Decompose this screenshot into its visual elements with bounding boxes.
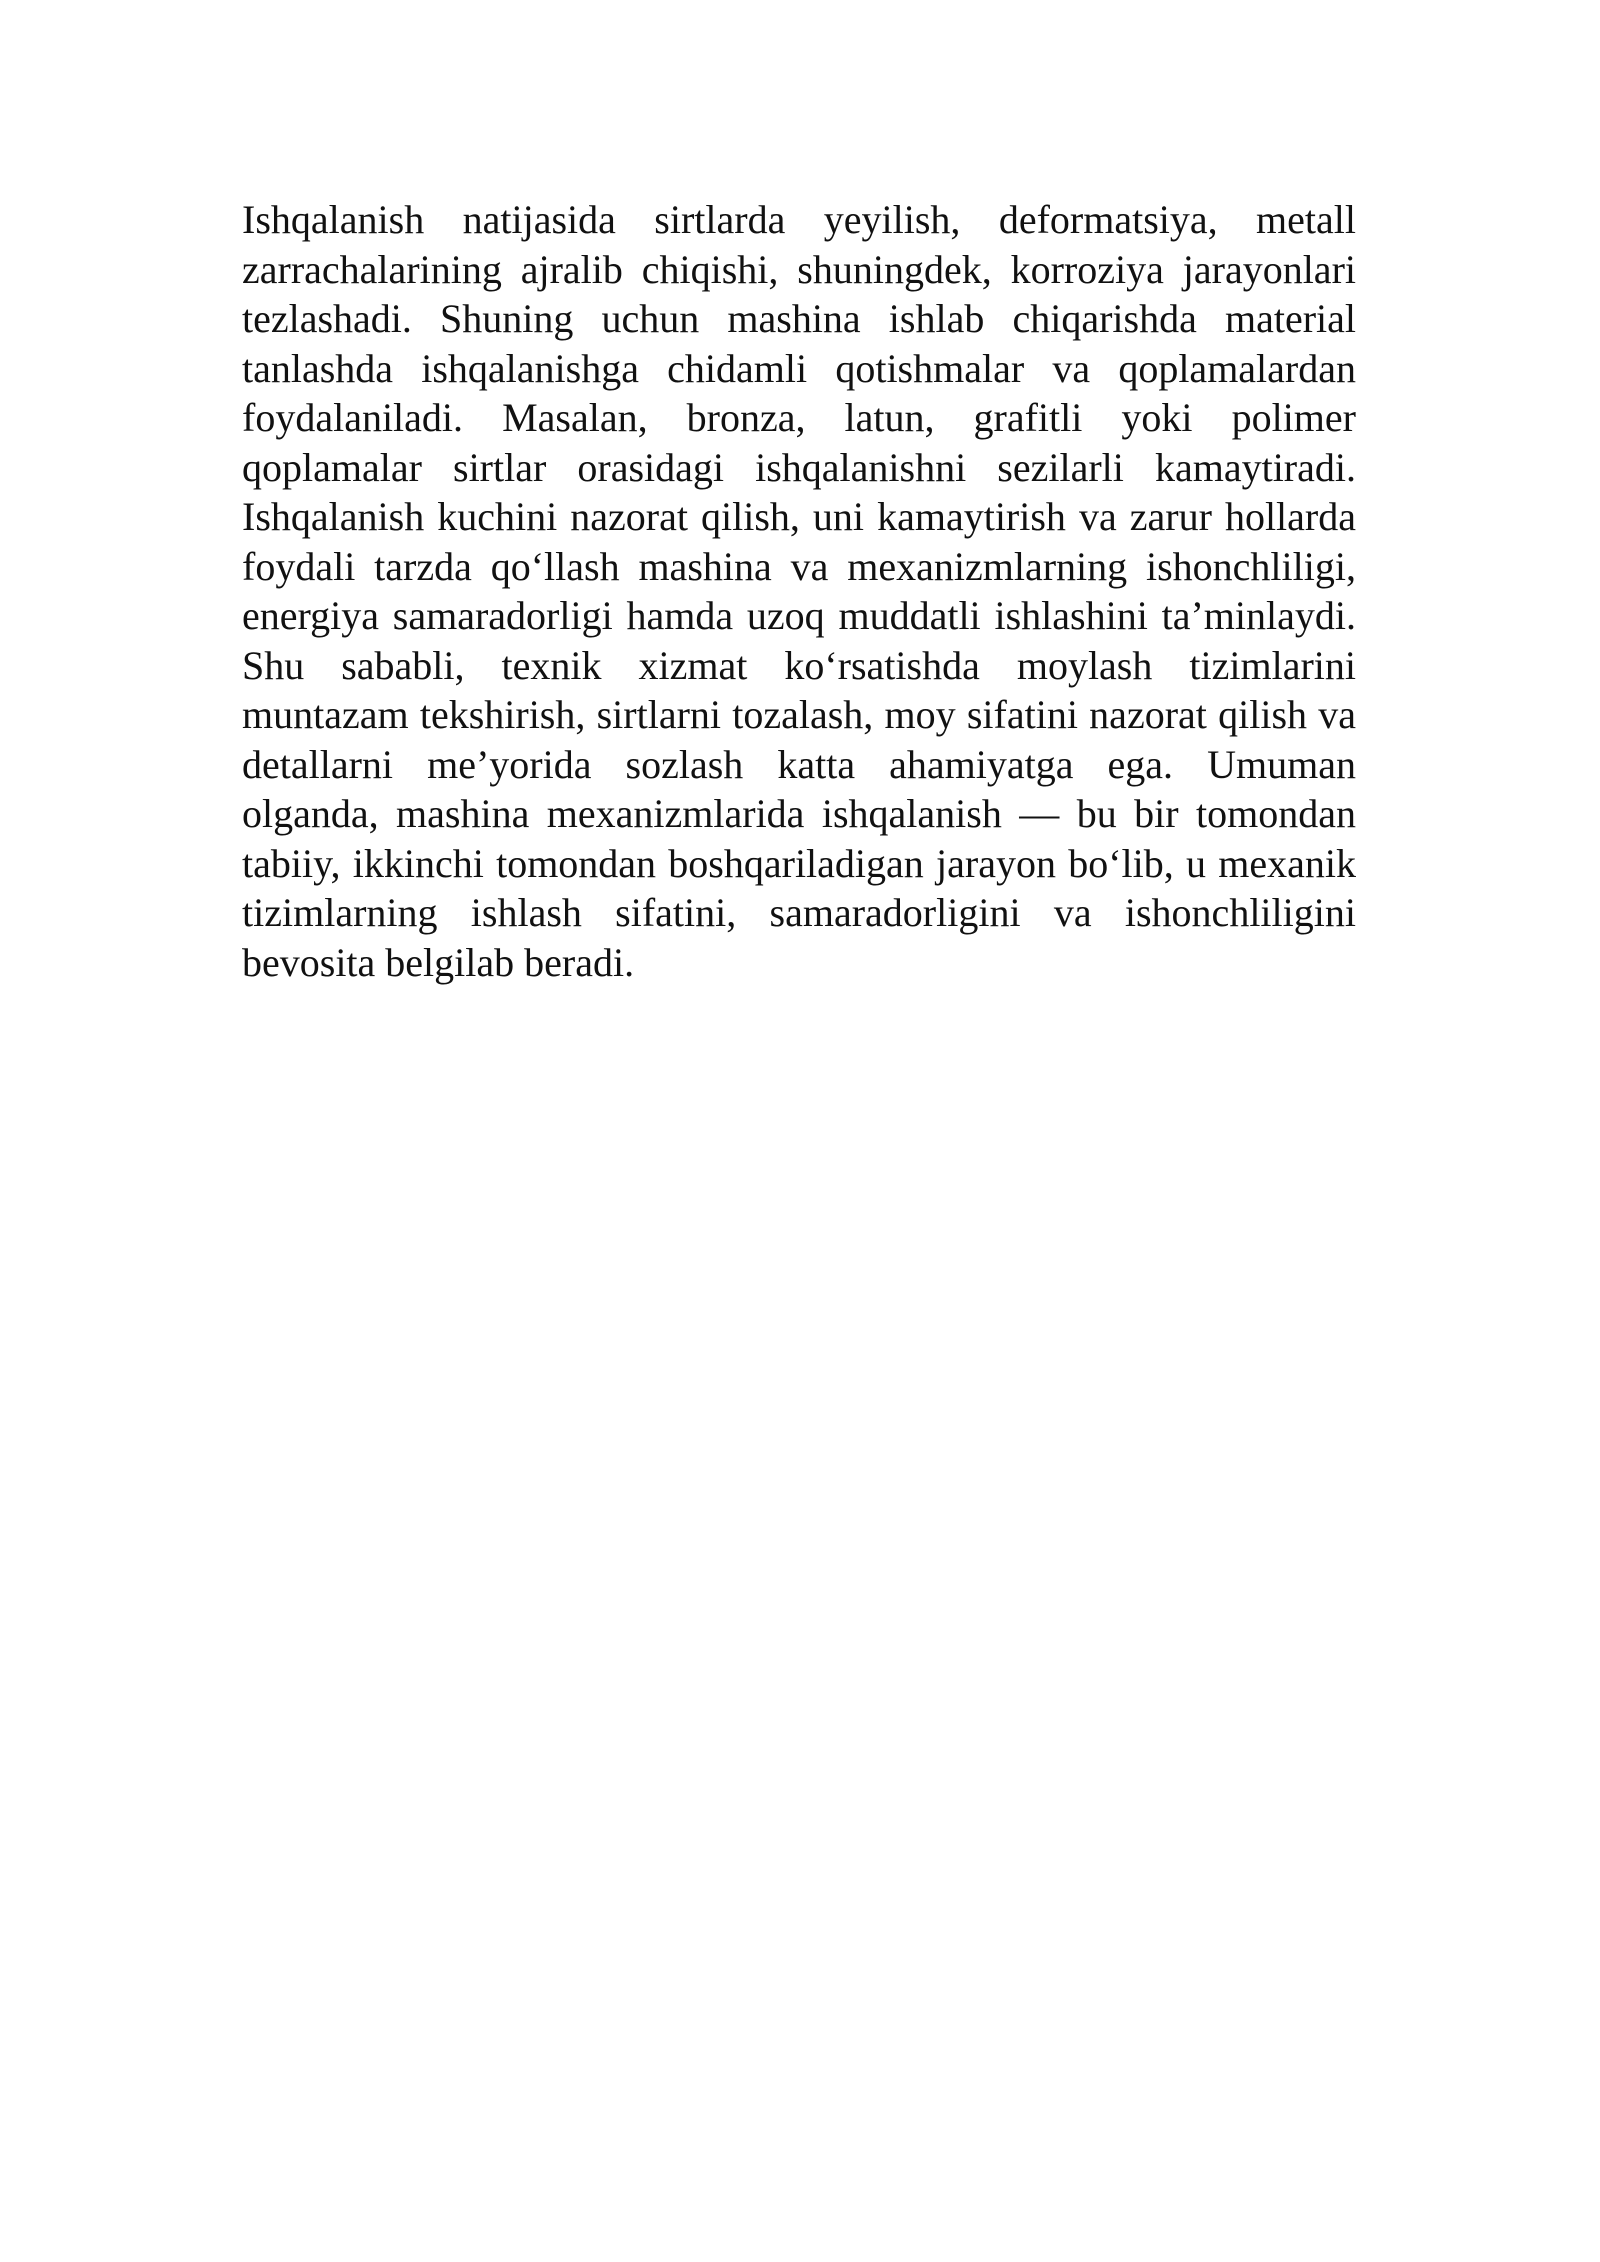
body-paragraph: Ishqalanish natijasida sirtlarda yeyilish, deformatsiya, metall zarrachalarining ajralib chiqishi, shuningdek, korroziya jarayonlari tezlashadi. Shuning uchun mashina ishlab chiqarishda material tanlashda ishqalanishga chidamli qotishmalar va qoplamalardan foydalaniladi. Masalan, bronza, latun, grafitli yoki polimer qoplamalar sirtlar orasidagi ishqalanishni sezilarli kamaytiradi. Ishqalanish kuchini nazorat qilish, uni kamaytirish va zarur hollarda foydali tarzda qo‘llash mashina va mexanizmlarning ishonchliligi, energiya samaradorligi hamda uzoq muddatli ishlashini ta’minlaydi. Shu sababli, texnik xizmat ko‘rsatishda moylash tizimlarini muntazam tekshirish, sirtlarni tozalash, moy sifatini nazorat qilish va detallarni me’yorida sozlash katta ahamiyatga ega. Umuman olganda, mashina mexanizmlarida ishqalanish — bu bir tomondan tabiiy, ikkinchi tomondan boshqariladigan jarayon bo‘lib, u mexanik tizimlarning ishlash sifatini, samaradorligini va ishonchliligini bevosita belgilab beradi. (242, 197, 1356, 985)
